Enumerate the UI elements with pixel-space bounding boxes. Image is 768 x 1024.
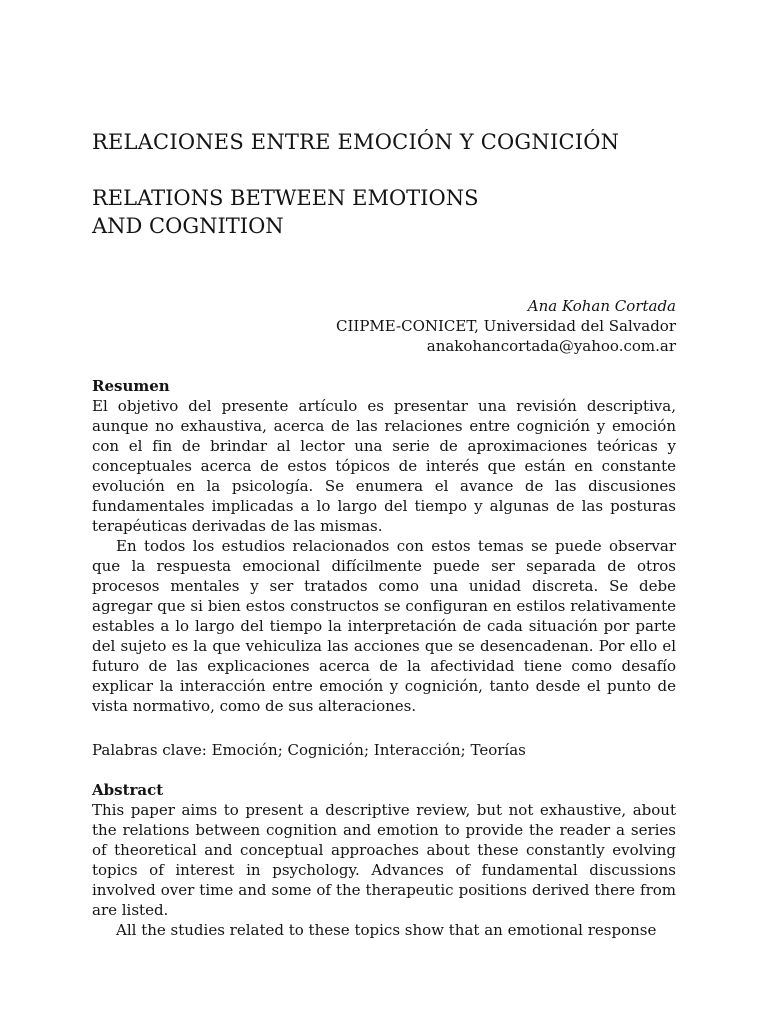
- english-title-line-2: AND COGNITION: [92, 214, 284, 238]
- english-title: [92, 184, 692, 240]
- spanish-title: RELACIONES ENTRE EMOCIÓN Y COGNICIÓN: [92, 130, 620, 154]
- english-title-line-1: RELATIONS BETWEEN EMOTIONS: [92, 186, 479, 210]
- resumen-heading: Resumen: [92, 377, 170, 395]
- author-email: anakohancortada@yahoo.com.ar: [426, 337, 676, 355]
- abstract-heading: Abstract: [92, 781, 164, 799]
- resumen-paragraph-2: En todos los estudios relacionados con estos temas se puede observar que la respuesta emocional difícilmente puede ser separada de otros procesos mentales y ser tratados como una unidad discreta. Se debe agregar que si bien estos constructos se configuran en estilos relativamente estables a lo largo del tiempo la interpretación de cada situación por parte del sujeto es la que vehiculiza las acciones que se desencadenan. Por ello el futuro de las explicaciones acerca de la afectividad tiene como desafío explicar la interacción entre emoción y cognición, tanto desde el punto de vista normativo, como de sus alteraciones.: [92, 537, 676, 715]
- author-block: [92, 296, 676, 356]
- resumen-section: [92, 376, 676, 716]
- resumen-paragraph-1: El objetivo del presente artículo es presentar una revisión descriptiva, aunque no exhaustiva, acerca de las relaciones entre cognición y emoción con el fin de brindar al lector una serie de aproximaciones teóricas y conceptuales acerca de estos tópicos de interés que están en constante evolución en la psicología. Se enumera el avance de las discusiones fundamentales implicadas a lo largo del tiempo y algunas de las posturas terapéuticas derivadas de las mismas.: [92, 397, 676, 535]
- abstract-section: [92, 780, 676, 940]
- abstract-paragraph-1: This paper aims to present a descriptive review, but not exhaustive, about the relations between cognition and emotion to provide the reader a series of theoretical and conceptual approaches about these constantly evolving topics of interest in psychology. Advances of fundamental discussions involved over time and some of the therapeutic positions derived there from are listed.: [92, 801, 676, 919]
- keywords: Palabras clave: Emoción; Cognición; Interacción; Teorías: [92, 741, 526, 759]
- author-name: Ana Kohan Cortada: [527, 297, 676, 315]
- author-affiliation: CIIPME-CONICET, Universidad del Salvador: [336, 317, 676, 335]
- abstract-paragraph-2: All the studies related to these topics show that an emotional response: [116, 921, 657, 939]
